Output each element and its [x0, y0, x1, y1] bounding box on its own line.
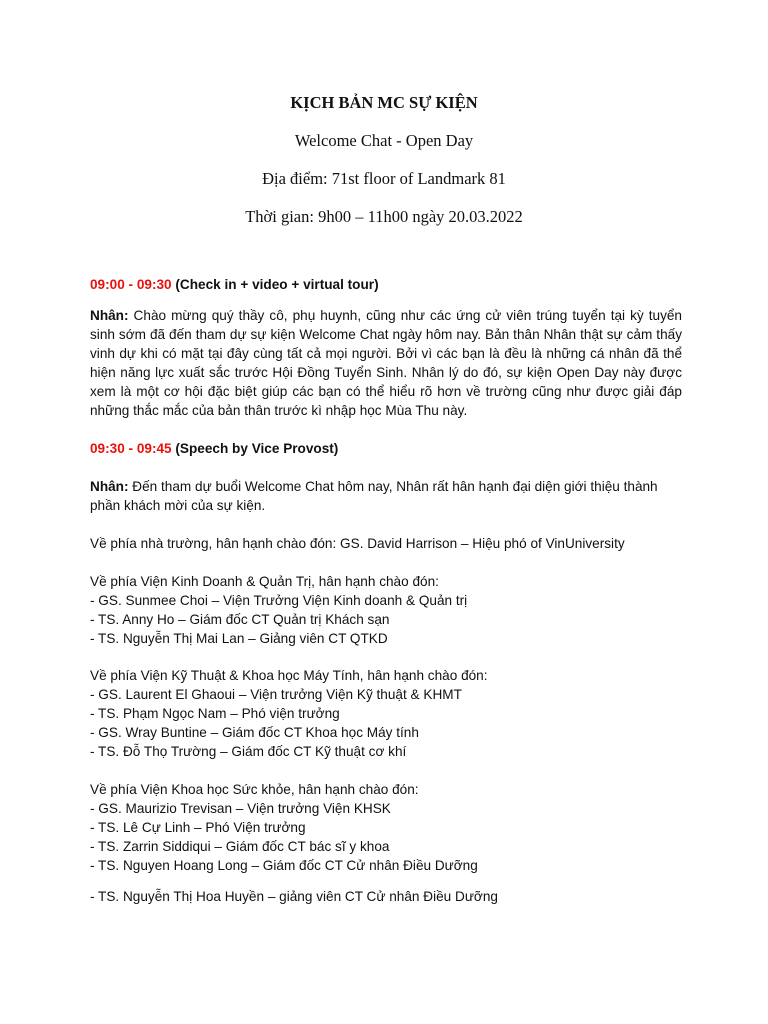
guest-item: - TS. Lê Cự Linh – Phó Viện trưởng — [90, 820, 306, 835]
guest-item: - TS. Đỗ Thọ Trường – Giám đốc CT Kỹ thuật cơ khí — [90, 744, 407, 759]
guest-item: - TS. Zarrin Siddiqui – Giám đốc CT bác sĩ y khoa — [90, 839, 390, 854]
guest-item-last: - TS. Nguyễn Thị Hoa Huyền – giảng viên CT Cử nhân Điều Dưỡng — [90, 889, 498, 904]
guest-group-business — [90, 572, 690, 648]
group-heading: Về phía Viện Khoa học Sức khỏe, hân hạnh chào đón: — [90, 782, 419, 797]
section-1-paragraph — [90, 306, 682, 420]
event-time: Thời gian: 9h00 – 11h00 ngày 20.03.2022 — [245, 207, 523, 226]
section-2-paragraph — [90, 477, 682, 515]
section-2-heading — [90, 439, 680, 458]
group-heading: Về phía Viện Kỹ Thuật & Khoa học Máy Tính, hân hạnh chào đón: — [90, 668, 488, 683]
event-location: Địa điểm: 71st floor of Landmark 81 — [262, 169, 506, 188]
guest-item: - GS. Sunmee Choi – Viện Trưởng Viện Kinh doanh & Quản trị — [90, 593, 468, 608]
school-guest-line: Về phía nhà trường, hân hạnh chào đón: GS. David Harrison – Hiệu phó of VinUniversity — [90, 536, 625, 551]
guest-item: - TS. Nguyễn Thị Mai Lan – Giảng viên CT QTKD — [90, 631, 388, 646]
section-1-text: Chào mừng quý thầy cô, phụ huynh, cũng như các ứng cử viên trúng tuyển tại kỳ tuyển sinh sớm đã đến tham dự sự kiện Welcome Chat ngày hôm nay. Bản thân Nhân thật sự cảm thấy vinh dự khi có mặt tại đây cùng tất cả mọi người. Bởi vì các bạn là đều là những cá nhân đã thể hiện năng lực xuất sắc trước Hội Đồng Tuyển Sinh. Nhân lý do đó, sự kiện Open Day này được xem là một cơ hội đặc biệt giúp các bạn có thể hiểu rõ hơn về trường cũng như được giải đáp những thắc mắc của bản thân trước kì nhập học Mùa Thu này. — [90, 308, 682, 418]
guest-item: - GS. Wray Buntine – Giám đốc CT Khoa học Máy tính — [90, 725, 419, 740]
section-1-title: (Check in + video + virtual tour) — [171, 277, 379, 292]
section-1-time: 09:00 - 09:30 — [90, 277, 172, 292]
section-1-speaker: Nhân: — [90, 308, 129, 323]
guest-group-health — [90, 780, 690, 875]
event-name: Welcome Chat - Open Day — [294, 131, 474, 150]
section-2-title: (Speech by Vice Provost) — [171, 441, 339, 456]
guest-item: - GS. Maurizio Trevisan – Viện trưởng Viện KHSK — [90, 801, 391, 816]
section-2-speaker: Nhân: — [90, 479, 129, 494]
guest-item: - TS. Nguyen Hoang Long – Giám đốc CT Cử nhân Điều Dưỡng — [90, 858, 478, 873]
section-2-text: Đến tham dự buổi Welcome Chat hôm nay, Nhân rất hân hạnh đại diện giới thiệu thành phần khách mời của sự kiện. — [90, 479, 658, 513]
guest-group-engineering — [90, 666, 690, 761]
group-heading: Về phía Viện Kinh Doanh & Quản Trị, hân hạnh chào đón: — [90, 574, 439, 589]
document-title: KỊCH BẢN MC SỰ KIỆN — [290, 93, 478, 112]
section-2-time: 09:30 - 09:45 — [90, 441, 172, 456]
guest-item: - TS. Phạm Ngọc Nam – Phó viện trưởng — [90, 706, 340, 721]
guest-item: - GS. Laurent El Ghaoui – Viện trưởng Viện Kỹ thuật & KHMT — [90, 687, 462, 702]
guest-item: - TS. Anny Ho – Giám đốc CT Quản trị Khách sạn — [90, 612, 390, 627]
section-1-heading — [90, 275, 680, 294]
